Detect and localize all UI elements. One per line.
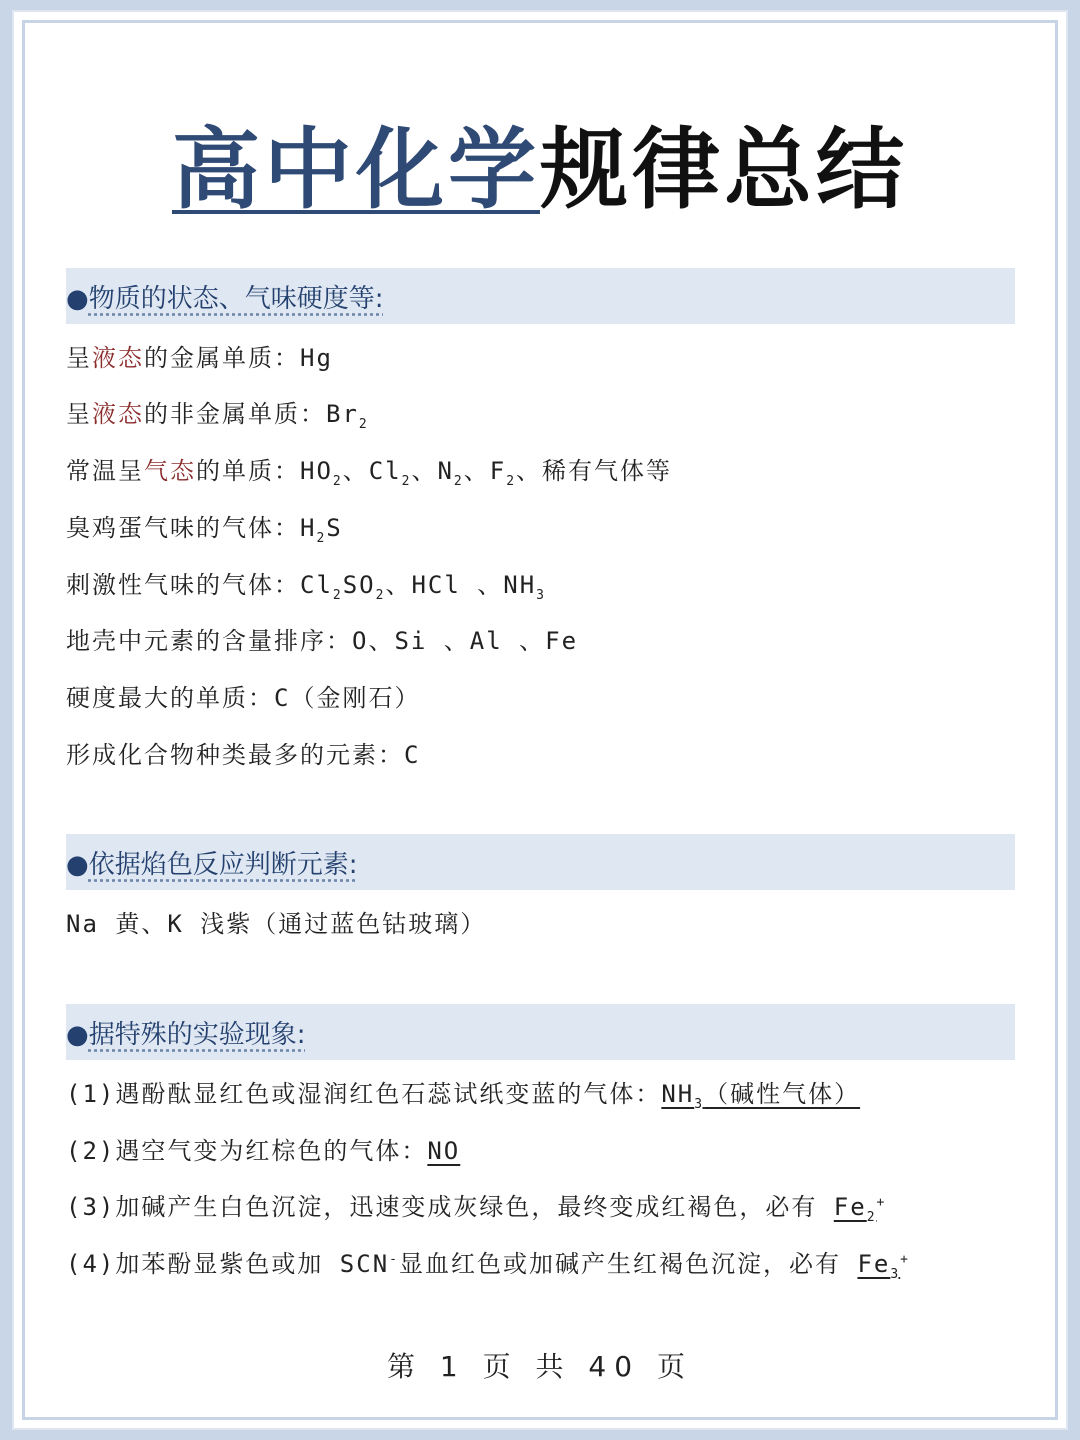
list-item: 刺激性气味的气体：$Cl_2SO_2$、HCl 、$NH_3$ xyxy=(66,571,546,603)
bullet-icon: ● xyxy=(66,1020,89,1050)
title-part-2: 规律总结 xyxy=(540,118,909,221)
list-item: 地壳中元素的含量排序：O、Si 、Al 、Fe xyxy=(66,627,579,655)
list-item: Na 黄、K 浅紫（通过蓝色钴玻璃） xyxy=(66,910,487,938)
page-number: 第 1 页 共 40 页 xyxy=(387,1350,693,1383)
section-header-states xyxy=(66,268,1015,324)
list-item: 臭鸡蛋气味的气体：$H_2S$ xyxy=(66,514,343,546)
list-item: (4)加苯酚显紫色或加 SCN-显血红色或加碱产生红褐色沉淀，必有 $Fe_3^+$ xyxy=(66,1250,910,1282)
section-header-phenomena xyxy=(66,1004,1015,1060)
section-heading: 据特殊的实验现象: xyxy=(88,1020,306,1050)
page-title xyxy=(0,100,1080,226)
section-header-flame xyxy=(66,834,1015,890)
section-heading: 依据焰色反应判断元素: xyxy=(88,850,358,880)
list-item: 形成化合物种类最多的元素：C xyxy=(66,741,421,769)
list-item: (2)遇空气变为红棕色的气体：NO xyxy=(66,1137,461,1165)
list-item: (3)加碱产生白色沉淀，迅速变成灰绿色，最终变成红褐色，必有 $Fe_2^+$ xyxy=(66,1193,887,1225)
list-item: 呈液态的非金属单质：$Br_2$ xyxy=(66,400,369,432)
bullet-icon: ● xyxy=(66,850,89,880)
list-item: (1)遇酚酞显红色或湿润红色石蕊试纸变蓝的气体：$NH_3$（碱性气体） xyxy=(66,1080,861,1112)
list-item: 常温呈气态的单质：$HO_2$、$Cl_2$、$N_2$、$F_2$、稀有气体等 xyxy=(66,457,673,489)
list-item: 硬度最大的单质：C（金刚石） xyxy=(66,684,421,712)
title-part-1: 高中化学 xyxy=(171,118,540,221)
bullet-icon: ● xyxy=(66,284,89,314)
section-heading: 物质的状态、气味硬度等: xyxy=(88,284,384,314)
list-item: 呈液态的金属单质：Hg xyxy=(66,344,333,372)
